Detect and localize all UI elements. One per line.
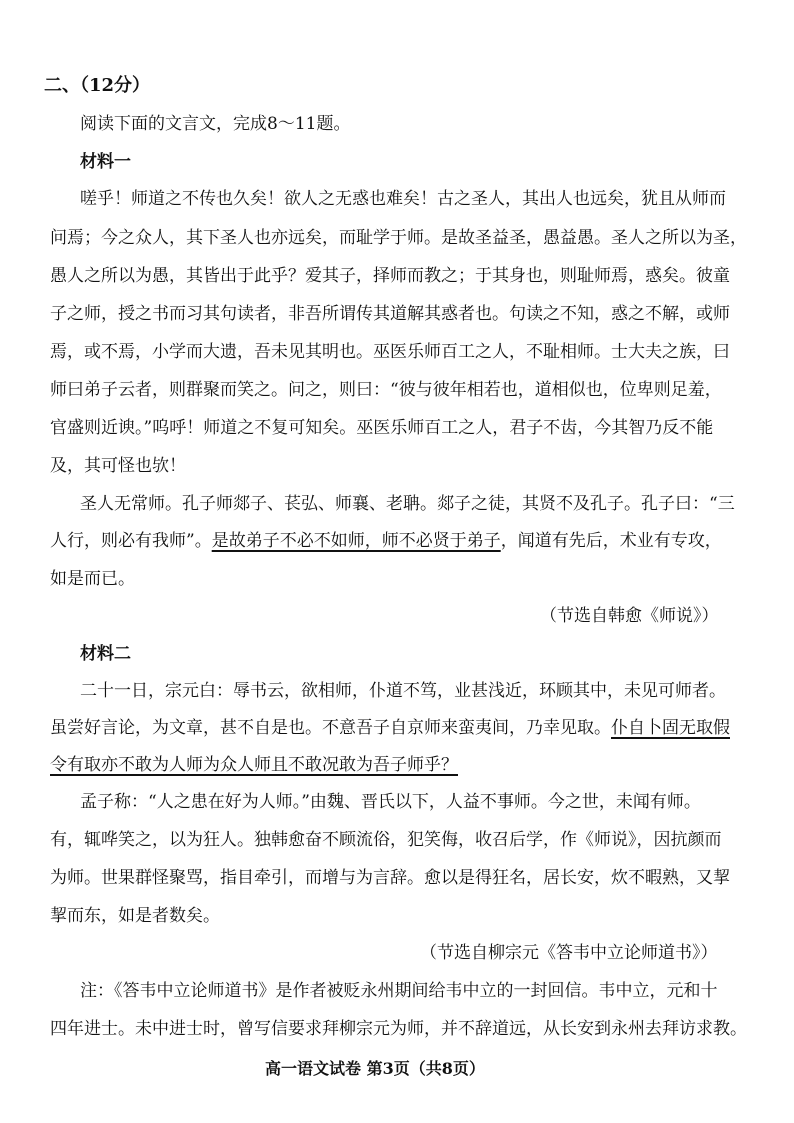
text-line: 愚人之所以为愚，其皆出于此乎？爱其子，择师而教之；于其身也，则耻师焉，惑矣。彼童 bbox=[50, 266, 730, 286]
text-segment: ，闻道有先后，术业有专攻， bbox=[500, 531, 722, 551]
text-line: 及，其可怪也欤！ bbox=[50, 456, 186, 476]
section-heading: 二、（12分） bbox=[44, 75, 151, 96]
text-line: 孟子称：“人之患在好为人师。”由魏、晋氏以下，人益不事师。今之世，未闻有师。 bbox=[80, 792, 701, 812]
material1-source: （节选自韩愈《师说》） bbox=[540, 606, 719, 626]
text-line: 圣人无常师。孔子师郯子、苌弘、师襄、老聃。郯子之徒，其贤不及孔子。孔子曰：“三 bbox=[80, 494, 735, 514]
material1-title: 材料一 bbox=[80, 152, 131, 172]
text-line: 师曰弟子云者，则群聚而笑之。问之，则曰：“彼与彼年相若也，道相似也，位卑则足羞， bbox=[50, 380, 722, 400]
text-line bbox=[50, 717, 730, 739]
underlined-sentence: 仆自卜固无取假 bbox=[611, 718, 730, 738]
text-line bbox=[50, 530, 722, 552]
underlined-sentence: 是故弟子不必不如师，师不必贤于弟子 bbox=[211, 531, 501, 551]
text-line: 如是而已。 bbox=[50, 569, 135, 589]
page-footer: 高一语文试卷 第3页（共8页） bbox=[265, 1059, 485, 1078]
text-line: 有，辄哗笑之，以为狂人。独韩愈奋不顾流俗，犯笑侮，收召后学，作《师说》，因抗颜而 bbox=[50, 830, 722, 850]
text-line bbox=[50, 754, 458, 776]
text-line: 问焉；今之众人，其下圣人也亦远矣，而耻学于师。是故圣益圣，愚益愚。圣人之所以为圣， bbox=[50, 228, 747, 248]
text-line: 焉，或不焉，小学而大遗，吾未见其明也。巫医乐师百工之人，不耻相师。士大夫之族，曰 bbox=[50, 342, 730, 362]
instruction: 阅读下面的文言文，完成8～11题。 bbox=[80, 114, 351, 134]
text-segment: 虽尝好言论，为文章，甚不自是也。不意吾子自京师来蛮夷间，乃幸见取。 bbox=[50, 718, 611, 738]
material2-source: （节选自柳宗元《答韦中立论师道书》） bbox=[420, 943, 718, 963]
text-line: 嗟乎！师道之不传也久矣！欲人之无惑也难矣！古之圣人，其出人也远矣，犹且从师而 bbox=[80, 189, 726, 209]
text-line: 四年进士。未中进士时，曾写信要求拜柳宗元为师，并不辞道远，从长安到永州去拜访求教。 bbox=[50, 1019, 747, 1039]
material2-title: 材料二 bbox=[80, 644, 131, 664]
underlined-sentence: 令有取亦不敢为人师为众人师且不敢况敢为吾子师乎？ bbox=[50, 755, 458, 775]
text-line: 为师。世果群怪聚骂，指目牵引，而增与为言辞。愈以是得狂名，居长安，炊不暇熟，又挈 bbox=[50, 868, 730, 888]
text-line: 注：《答韦中立论师道书》是作者被贬永州期间给韦中立的一封回信。韦中立，元和十 bbox=[80, 981, 718, 1001]
text-line: 官盛则近谀。”呜呼！师道之不复可知矣。巫医乐师百工之人，君子不齿，今其智乃反不能 bbox=[50, 418, 714, 438]
text-line: 子之师，授之书而习其句读者，非吾所谓传其道解其惑者也。句读之不知，惑之不解，或师 bbox=[50, 304, 730, 324]
text-segment: 人行，则必有我师”。 bbox=[50, 531, 212, 551]
text-line: 二十一日，宗元白：辱书云，欲相师，仆道不笃，业甚浅近，环顾其中，未见可师者。 bbox=[80, 681, 726, 701]
text-line: 挈而东，如是者数矣。 bbox=[50, 906, 220, 926]
